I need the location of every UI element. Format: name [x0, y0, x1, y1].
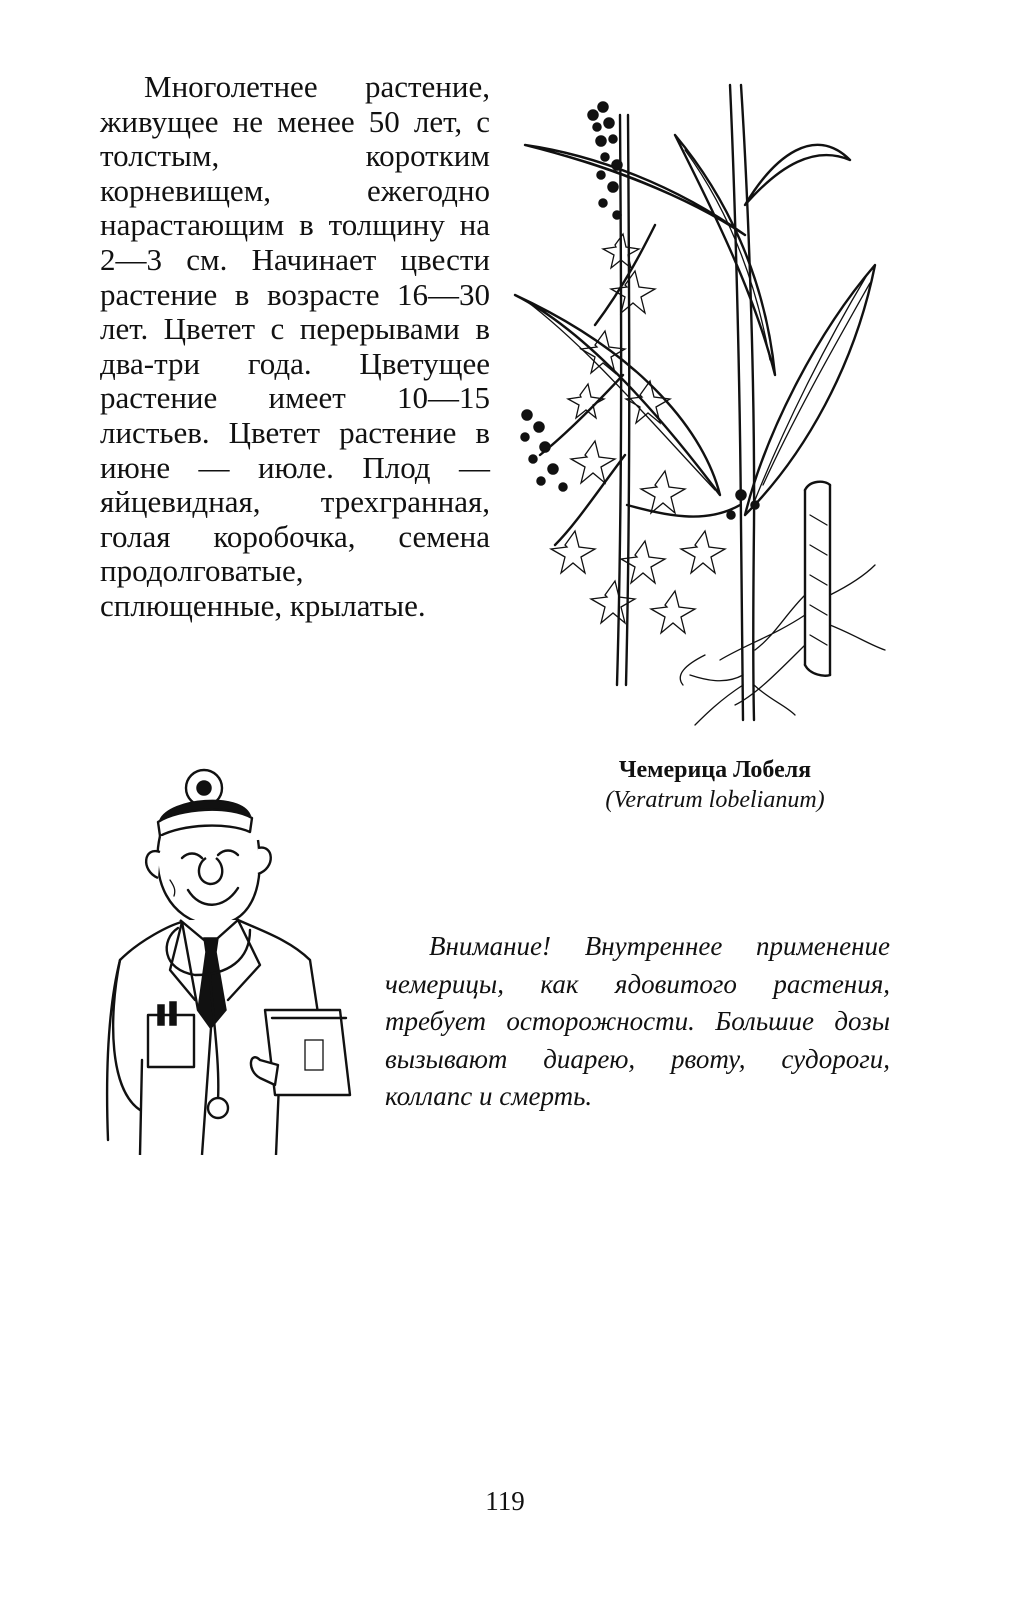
article-body-text: Многолетнее растение, живущее не менее 50 лет, с толстым, коротким корневищем, ежегодно нарастающим в толщину на 2—3 см. Начинает цвести растение в возрасте 16—30 лет. Цветет с перерывами в два-три года. Цветущее растение имеет 10—15 листьев. Цветет растение в июне — июле. Плод — яйцевидная, трехгранная, голая коробочка, семена продолговатые, сплющенные, крылатые.	[100, 69, 490, 623]
figure-caption	[555, 755, 875, 815]
article-body	[100, 70, 490, 624]
doctor-cartoon-illustration	[100, 760, 365, 1155]
figure-title: Чемерица Лобеля	[618, 757, 812, 783]
veratrum-plant-illustration	[505, 75, 890, 730]
page-number: 119	[485, 1486, 525, 1516]
figure-latin-name: (Veratrum lobelianum)	[605, 787, 825, 813]
warning-note	[385, 928, 890, 1116]
warning-text: Внимание! Внутреннее применение чемерицы, как ядовитого растения, требует осторожности. Большие дозы вызывают диарею, рвоту, судороги, коллапс и смерть.	[385, 931, 890, 1111]
